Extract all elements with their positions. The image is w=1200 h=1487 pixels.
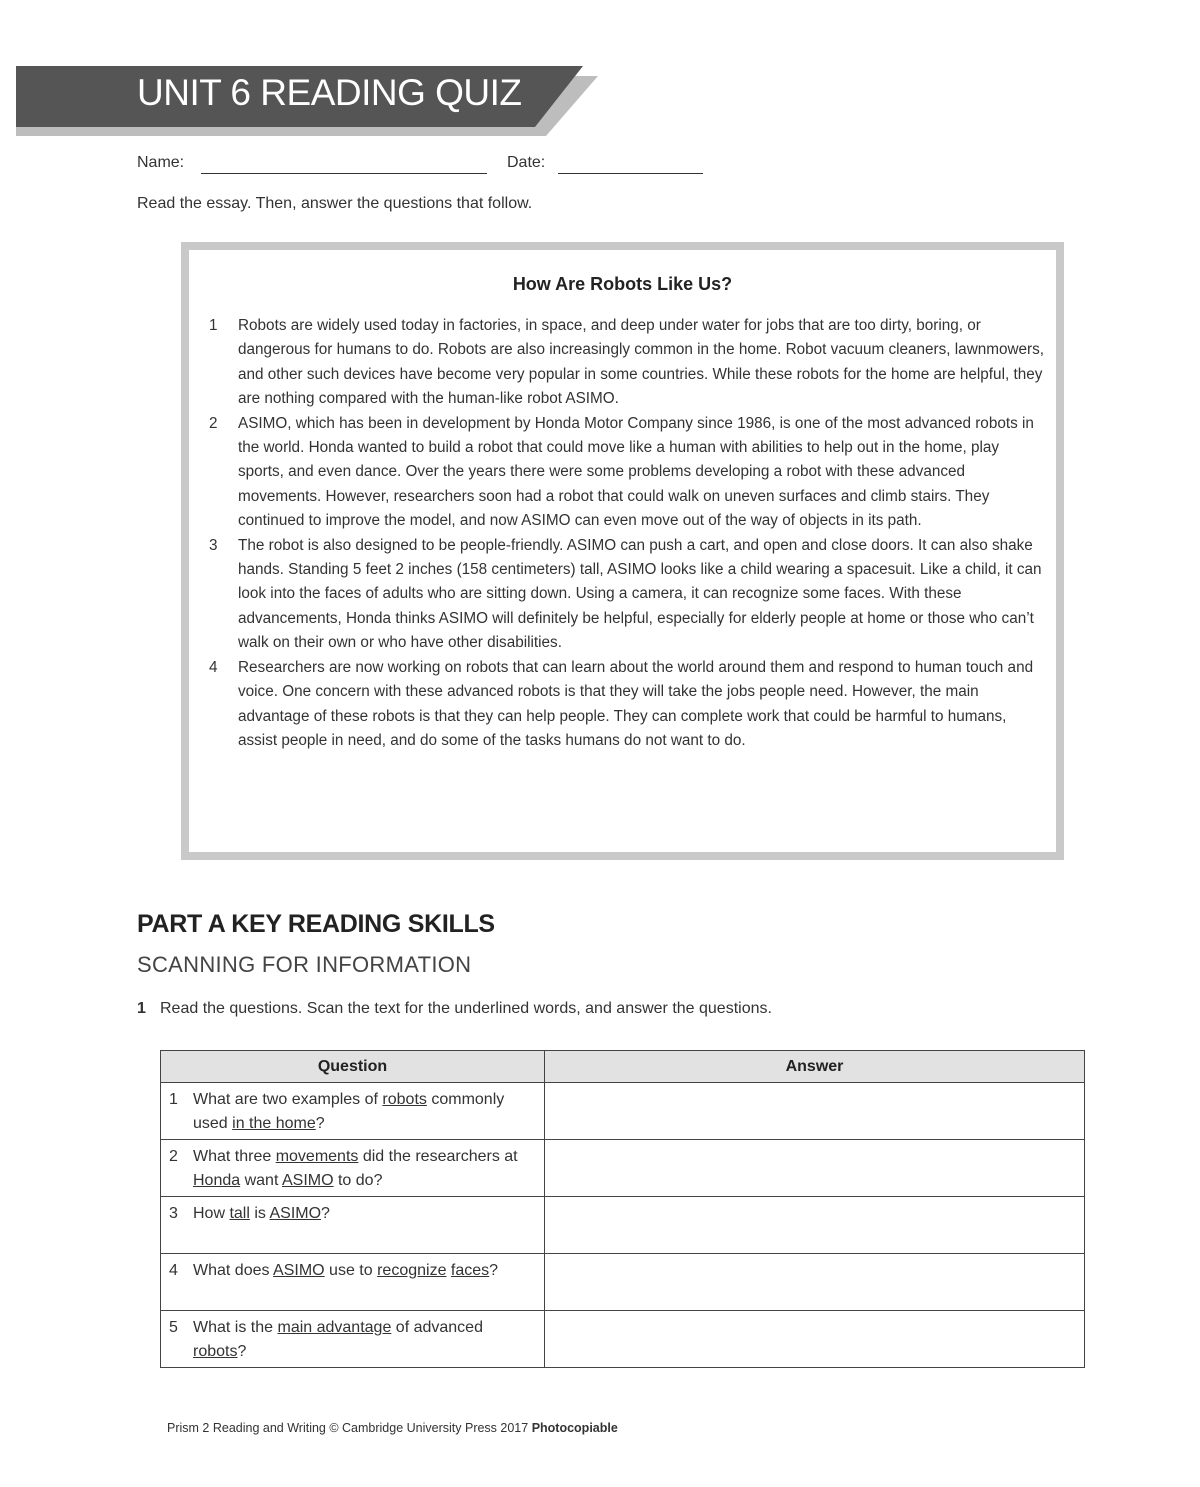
essay-box [181,242,1064,860]
question-table [160,1050,1085,1368]
underlined-keyword: Honda [193,1172,241,1189]
question-text-segment: commonly used [193,1091,505,1132]
date-label: Date: [507,154,546,171]
underlined-keyword: robots [382,1091,427,1108]
underlined-keyword: ASIMO [281,1172,334,1189]
name-field[interactable] [137,154,184,172]
question-text-segment: ? [315,1115,325,1132]
essay-title: How Are Robots Like Us? [512,274,733,294]
question-cell [161,1140,545,1197]
underlined-keyword: in the home [232,1115,316,1132]
table-row [161,1311,1085,1368]
question-text [193,1145,538,1193]
essay-paragraph [209,656,1049,754]
question-number: 1 [169,1091,178,1108]
underlined-keyword: robots [193,1343,238,1360]
question-number: 4 [169,1262,178,1279]
answer-cell[interactable] [545,1083,1085,1140]
underlined-keyword: faces [450,1262,490,1279]
table-row [161,1140,1085,1197]
question-text-segment: use to [324,1262,378,1279]
question-text-segment: is [249,1205,270,1222]
answer-cell[interactable] [545,1197,1085,1254]
question-text [193,1088,538,1136]
answer-cell[interactable] [545,1140,1085,1197]
question-text-segment: What three [193,1148,276,1165]
question-number: 3 [169,1205,178,1222]
table-row [161,1254,1085,1311]
essay-paragraph [209,534,1049,656]
date-field[interactable] [507,154,545,172]
question-text [193,1202,538,1226]
essay-paragraph [209,314,1049,412]
task-number: 1 [137,1000,146,1017]
question-cell [161,1197,545,1254]
question-text-segment: ? [237,1343,247,1360]
essay-paragraph [209,412,1049,534]
question-text-segment: ? [321,1205,330,1222]
name-line[interactable] [201,173,487,174]
paragraph-number: 3 [209,536,218,554]
task-text: Read the questions. Scan the text for the underlined words, and answer the questions. [160,1000,772,1017]
paragraph-number: 1 [209,317,218,334]
section-subtitle: SCANNING FOR INFORMATION [137,952,472,977]
footer-photocopiable: Photocopiable [531,1421,618,1435]
part-a-title: PART A KEY READING SKILLS [137,910,495,938]
question-text-segment: to do? [333,1172,383,1189]
question-number: 2 [169,1148,178,1165]
table-header-row [161,1051,1085,1083]
title-banner [0,60,620,140]
paragraph-text: ASIMO, which has been in development by Honda Motor Company since 1986, is one of the most advanced robots in the world. Honda wanted to build a robot that could move like a human with abilities to help out in the home, play sports, and even dance. Over the years there were some problems developing a robot with these advanced movements. However, researchers soon had a robot that could walk on uneven surfaces and climb stairs. They continued to improve the model, and now ASIMO can even move out of the way of objects in its path. [238,414,1034,530]
answer-cell[interactable] [545,1254,1085,1311]
table-row [161,1197,1085,1254]
question-cell [161,1254,545,1311]
paragraph-text: The robot is also designed to be people-friendly. ASIMO can push a cart, and open and close doors. It can also shake hands. Standing 5 feet 2 inches (158 centimeters) tall, ASIMO looks like a child wearing a spacesuit. Like a child, it can look into the faces of adults who are sitting down. Using a camera, it can recognize some faces. With these advancements, Honda thinks ASIMO will definitely be helpful, especially for elderly people at home or those who can’t walk on their own or who have other disabilities. [238,536,1042,652]
question-text-segment: What is the [193,1319,278,1336]
underlined-keyword: ASIMO [269,1205,322,1222]
table-row [161,1083,1085,1140]
question-text-segment: What does [193,1262,274,1279]
question-text-segment: ? [489,1262,499,1279]
question-text [193,1316,538,1364]
paragraph-text: Researchers are now working on robots that can learn about the world around them and respond to human touch and voice. One concern with these advanced robots is that they will take the jobs people need. However, the main advantage of these robots is that they can help people. They can complete work that could be harmful to humans, assist people in need, and do some of the tasks humans do not want to do. [238,658,1034,749]
question-text [193,1259,538,1283]
underlined-keyword: main advantage [277,1319,392,1336]
question-cell [161,1311,545,1368]
question-number: 5 [169,1319,178,1336]
task-instruction [137,1000,772,1018]
instruction: Read the essay. Then, answer the questions that follow. [137,195,533,212]
name-label: Name: [137,154,185,171]
question-text-segment: What are two examples of [193,1091,383,1108]
underlined-keyword: recognize [377,1262,447,1279]
paragraph-number: 2 [209,414,218,432]
footer-copyright: Prism 2 Reading and Writing © Cambridge University Press 2017 [167,1421,532,1435]
paragraph-number: 4 [209,658,218,676]
date-line[interactable] [558,173,703,174]
paragraph-text: Robots are widely used today in factories, in space, and deep under water for jobs that are too dirty, boring, or dangerous for humans to do. Robots are also increasingly common in the home. Robot vacuum cleaners, lawnmowers, and other such devices have become very popular in some countries. While these robots for the home are helpful, they are nothing compared with the human-like robot ASIMO. [238,317,1045,408]
question-text-segment: did the researchers at [358,1148,518,1165]
footer [167,1421,618,1435]
underlined-keyword: movements [275,1148,359,1165]
essay-paragraphs [209,314,1049,753]
question-text-segment: How [193,1205,230,1222]
question-column-header: Question [161,1051,545,1083]
underlined-keyword: ASIMO [273,1262,325,1279]
question-text-segment: of advanced [391,1319,483,1336]
question-cell [161,1083,545,1140]
answer-column-header: Answer [545,1051,1085,1083]
answer-cell[interactable] [545,1311,1085,1368]
underlined-keyword: tall [229,1205,250,1222]
page-title: UNIT 6 READING QUIZ [137,72,522,113]
question-text-segment: want [240,1172,282,1189]
